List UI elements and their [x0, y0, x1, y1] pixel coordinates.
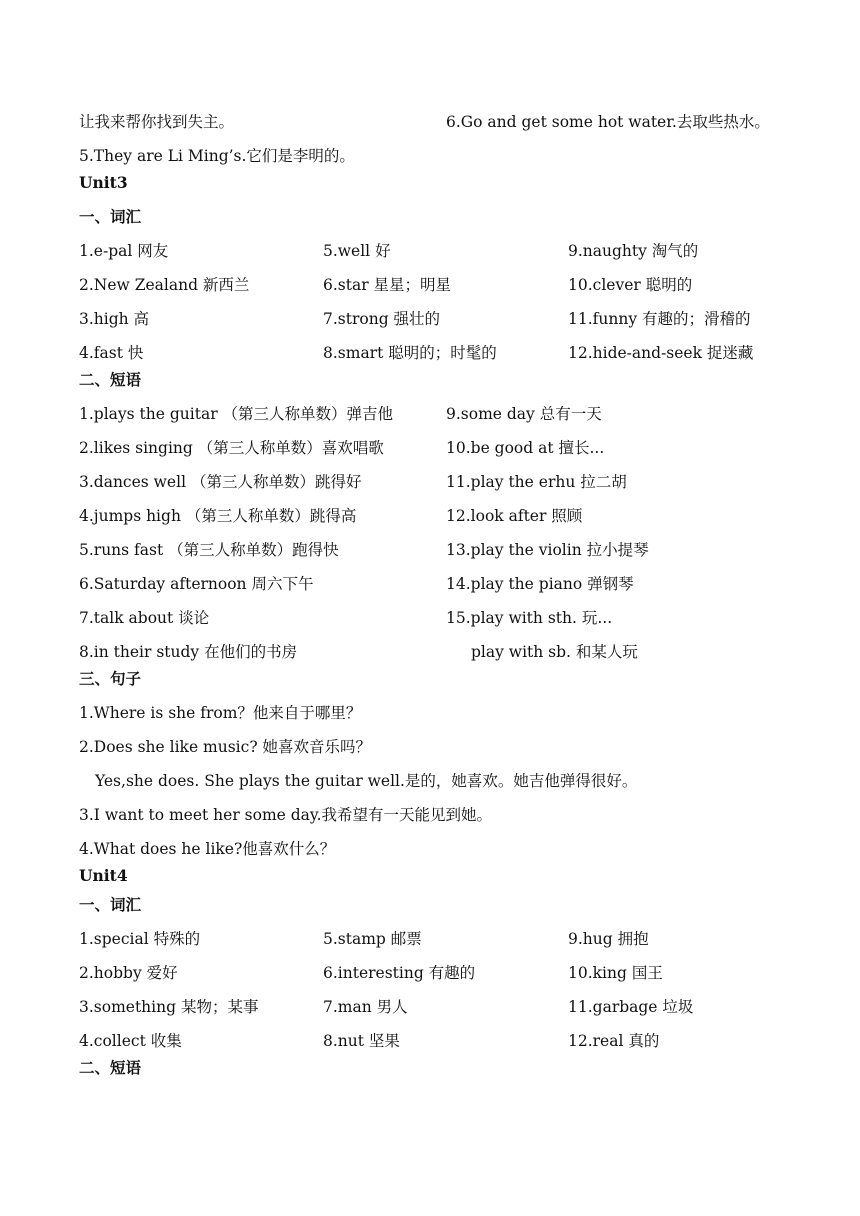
- vocab-item: 6.star 星星；明星: [323, 276, 452, 294]
- phrase-item: 10.be good at 擅长...: [446, 439, 605, 457]
- vocab-item: 1.e-pal 网友: [79, 242, 169, 260]
- vocab-item: 12.real 真的: [568, 1032, 660, 1050]
- text-line: 6.Go and get some hot water.去取些热水。: [446, 113, 770, 131]
- vocab-item: 5.stamp 邮票: [323, 930, 422, 948]
- sentence-item: 4.What does he like?他喜欢什么？: [79, 840, 336, 858]
- vocab-item: 11.garbage 垃圾: [568, 998, 694, 1016]
- sentence-item: 1.Where is she from？他来自于哪里？: [79, 704, 362, 722]
- vocab-item: 7.strong 强壮的: [323, 310, 441, 328]
- phrase-item: 14.play the piano 弹钢琴: [446, 575, 634, 593]
- sentence-item: 3.I want to meet her some day.我希望有一天能见到她。: [79, 806, 493, 824]
- phrase-item: 6.Saturday afternoon 周六下午: [79, 575, 314, 593]
- vocab-item: 12.hide-and-seek 捉迷藏: [568, 344, 754, 362]
- vocab-item: 4.collect 收集: [79, 1032, 182, 1050]
- vocab-item: 2.hobby 爱好: [79, 964, 178, 982]
- vocab-item: 11.funny 有趣的；滑稽的: [568, 310, 751, 328]
- section-heading-phrases: 二、短语: [79, 370, 142, 389]
- vocab-item: 10.clever 聪明的: [568, 276, 693, 294]
- sentence-item: 2.Does she like music? 她喜欢音乐吗？: [79, 738, 372, 756]
- vocab-item: 7.man 男人: [323, 998, 408, 1016]
- vocab-item: 8.nut 坚果: [323, 1032, 400, 1050]
- phrase-item: 1.plays the guitar （第三人称单数）弹吉他: [79, 405, 394, 423]
- unit-title: Unit4: [79, 866, 128, 885]
- phrase-item: 9.some day 总有一天: [446, 405, 602, 423]
- phrase-item: 12.look after 照顾: [446, 507, 583, 525]
- phrase-item: play with sb. 和某人玩: [471, 643, 638, 661]
- vocab-item: 2.New Zealand 新西兰: [79, 276, 250, 294]
- section-heading-vocab: 一、词汇: [79, 895, 142, 914]
- sentence-item: Yes,she does. She plays the guitar well.是的，她喜欢。她吉他弹得很好。: [95, 772, 638, 790]
- phrase-item: 4.jumps high （第三人称单数）跳得高: [79, 507, 357, 525]
- phrase-item: 15.play with sth. 玩...: [446, 609, 613, 627]
- phrase-item: 11.play the erhu 拉二胡: [446, 473, 627, 491]
- phrase-item: 3.dances well （第三人称单数）跳得好: [79, 473, 362, 491]
- phrase-item: 7.talk about 谈论: [79, 609, 210, 627]
- vocab-item: 8.smart 聪明的；时髦的: [323, 344, 497, 362]
- vocab-item: 1.special 特殊的: [79, 930, 201, 948]
- section-heading-sentences: 三、句子: [79, 669, 142, 688]
- vocab-item: 10.king 国王: [568, 964, 663, 982]
- phrase-item: 8.in their study 在他们的书房: [79, 643, 298, 661]
- phrase-item: 2.likes singing （第三人称单数）喜欢唱歌: [79, 439, 384, 457]
- section-heading-phrases: 二、短语: [79, 1058, 142, 1077]
- text-line: 让我来帮你找到失主。: [79, 113, 235, 131]
- unit-title: Unit3: [79, 173, 128, 192]
- vocab-item: 9.hug 拥抱: [568, 930, 649, 948]
- text-line: 5.They are Li Ming’s.它们是李明的。: [79, 147, 355, 165]
- phrase-item: 13.play the violin 拉小提琴: [446, 541, 649, 559]
- vocab-item: 5.well 好: [323, 242, 391, 260]
- section-heading-vocab: 一、词汇: [79, 207, 142, 226]
- vocab-item: 6.interesting 有趣的: [323, 964, 476, 982]
- vocab-item: 4.fast 快: [79, 344, 144, 362]
- vocab-item: 3.something 某物；某事: [79, 998, 259, 1016]
- phrase-item: 5.runs fast （第三人称单数）跑得快: [79, 541, 339, 559]
- vocab-item: 9.naughty 淘气的: [568, 242, 699, 260]
- vocab-item: 3.high 高: [79, 310, 150, 328]
